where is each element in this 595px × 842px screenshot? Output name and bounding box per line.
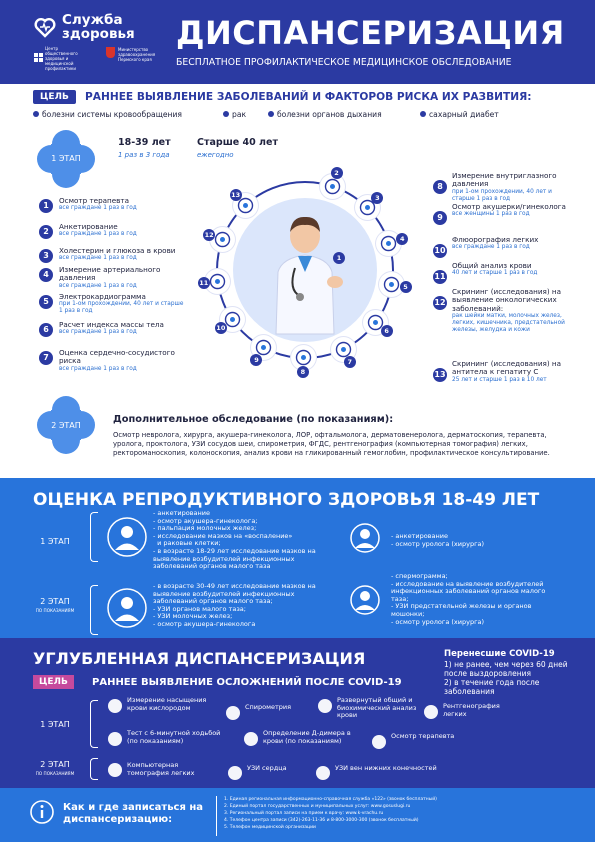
age-group-2-freq: ежегодно	[197, 151, 234, 159]
stage2-title: Дополнительное обследование (по показаниям):	[113, 414, 394, 425]
age-group-2: Старше 40 лет	[197, 137, 278, 148]
bracket-4	[90, 758, 98, 780]
exam-frequency: все граждане 1 раз в год	[59, 205, 137, 212]
covid-stage2-item: Компьютерная томография легких	[127, 761, 195, 777]
disease-3: болезни органов дыхания	[268, 110, 382, 119]
doctor-illustration	[262, 210, 348, 335]
covid-stage2-item: УЗИ вен нижних конечностей	[335, 764, 437, 772]
male-icon	[350, 523, 380, 553]
covid-goal-text: РАННЕЕ ВЫЯВЛЕНИЕ ОСЛОЖНЕНИЙ ПОСЛЕ COVID-19	[92, 677, 402, 688]
bracket-2	[90, 585, 98, 635]
age-group-1-freq: 1 раз в 3 года	[118, 151, 170, 159]
walking-icon	[108, 732, 122, 746]
ring-number: 11	[199, 278, 209, 287]
list-number: 4	[39, 268, 53, 282]
info-icon	[30, 800, 54, 824]
covid-stage2-item: УЗИ сердца	[247, 764, 287, 772]
exam-frequency: все граждане 1 раз в год	[59, 255, 137, 262]
repro-female-stage2: - в возрасте 30-49 лет исследование мазков на выявление возбудителей инфекционных заболеваний органов малого таза; - УЗИ органов малого таза; - УЗИ молочных желез; - осмотр акушера-гинеколога	[153, 582, 316, 628]
exam-frequency: 25 лет и старше 1 раз в 10 лет	[452, 376, 547, 383]
exam-item	[452, 288, 570, 334]
exam-frequency: все граждане 1 раз в год	[452, 244, 530, 251]
ring-number: 4	[396, 233, 408, 245]
exam-frequency: все граждане 1 раз в год	[59, 231, 137, 238]
list-number: 6	[39, 323, 53, 337]
exam-title: Расчет индекса массы тела	[59, 320, 164, 329]
exam-item	[452, 203, 570, 218]
partner2-emblem-icon	[106, 47, 115, 58]
exam-item	[59, 197, 184, 212]
disease-4: сахарный диабет	[420, 110, 499, 119]
covid-transferred-1: 1) не ранее, чем через 60 дней после выздоровления	[444, 660, 568, 678]
ct-scan-icon	[108, 763, 122, 777]
list-number: 12	[433, 296, 447, 310]
list-number: 10	[433, 244, 447, 258]
exam-item	[452, 360, 570, 384]
lab-flask-icon	[244, 732, 258, 746]
exam-item	[452, 262, 570, 277]
list-number: 7	[39, 351, 53, 365]
exam-item	[59, 293, 184, 315]
age-group-1: 18-39 лет	[118, 137, 171, 148]
exam-item	[452, 236, 570, 251]
covid-goal-label: ЦЕЛЬ	[33, 675, 74, 689]
heart-ultrasound-icon	[228, 766, 242, 780]
exam-title: Измерение артериального давления	[59, 265, 161, 283]
exam-item	[59, 247, 184, 262]
reproductive-title: ОЦЕНКА РЕПРОДУКТИВНОГО ЗДОРОВЬЯ 18-49 ЛЕТ	[33, 490, 540, 510]
repro-stage1-label: 1 ЭТАП	[40, 537, 70, 546]
repro-female-stage1: - анкетирование - осмотр акушера-гинеколога; - пальпация молочных желез; - исследование мазков на «воспаление» и раковые клетки; - в возрасте 18-29 лет исследование мазков на выявление возбудителей инфекционных заболеваний органов малого таза	[153, 509, 316, 571]
female-icon	[107, 517, 147, 557]
exam-frequency: все граждане 1 раз в год	[59, 365, 137, 372]
bracket-3	[90, 700, 98, 748]
ring-number: 2	[331, 167, 343, 179]
covid-stage1-item: Определение Д-димера в крови (по показаниям)	[263, 729, 351, 745]
list-number: 9	[433, 211, 447, 225]
exam-frequency: все граждане 1 раз в год	[59, 282, 137, 289]
disease-1: болезни системы кровообращения	[33, 110, 182, 119]
exam-frequency: рак шейки матки, молочных желез, легких, кишечника, предстательной железы, желудка и кожи	[452, 313, 565, 334]
exam-frequency: все женщины 1 раз в год	[452, 211, 530, 218]
ring-number: 8	[297, 366, 309, 378]
covid-stage1-item: Тест с 6-минутной ходьбой (по показаниям)	[127, 729, 221, 745]
ring-number: 12	[204, 231, 214, 240]
exam-item	[59, 321, 184, 336]
ring-number: 13	[231, 191, 241, 200]
page-subtitle: БЕСПЛАТНОЕ ПРОФИЛАКТИЧЕСКОЕ МЕДИЦИНСКОЕ ОБСЛЕДОВАНИЕ	[176, 57, 512, 68]
exam-item	[59, 349, 184, 373]
list-number: 13	[433, 368, 447, 382]
pulse-oximeter-icon	[108, 699, 122, 713]
repro-stage2-sub: ПО ПОКАЗАНИЯМ	[35, 608, 75, 613]
covid-stage2-label: 2 ЭТАП	[40, 760, 70, 769]
footer-line: 3. Региональный портал записи на прием к врачу: www.k-vrachu.ru	[224, 811, 384, 816]
footer-line: 1. Единая региональная информационно-справочная служба «122» (звонок бесплатный)	[224, 797, 437, 802]
repro-stage2-label: 2 ЭТАП	[40, 597, 70, 606]
xray-icon	[424, 705, 438, 719]
page-title: ДИСПАНСЕРИЗАЦИЯ	[176, 14, 565, 52]
footer-text: Как и где записаться на диспансеризацию:	[63, 802, 203, 825]
ring-number: 9	[250, 354, 262, 366]
exam-frequency: при 1-ом прохождении, 40 лет и старше 1 раз в год	[452, 188, 552, 202]
covid-stage1-item: Осмотр терапевта	[391, 732, 455, 740]
list-number: 5	[39, 295, 53, 309]
stage1-badge: 1 ЭТАП	[51, 154, 81, 163]
covid-stage1-item: Спирометрия	[245, 703, 292, 711]
female-icon	[107, 588, 147, 628]
blood-test-icon	[318, 699, 332, 713]
footer-line: 5. Телефон медицинской организации	[224, 825, 316, 830]
exam-item	[59, 266, 184, 290]
repro-male-stage1: - анкетирование - осмотр уролога (хирурга)	[391, 532, 485, 548]
list-number: 1	[39, 199, 53, 213]
exam-title: Флюорография легких	[452, 235, 539, 244]
center-number: 1	[333, 252, 345, 264]
exam-title: Осмотр терапевта	[59, 196, 129, 205]
covid-title: УГЛУБЛЕННАЯ ДИСПАНСЕРИЗАЦИЯ	[33, 649, 366, 668]
exam-item	[59, 223, 184, 238]
list-number: 8	[433, 180, 447, 194]
list-number: 11	[433, 270, 447, 284]
covid-stage1-item: Измерение насыщения крови кислородом	[127, 696, 207, 712]
covid-stage1-item: Рентгенография легких	[443, 702, 500, 718]
exam-title: Электрокардиограмма	[59, 292, 146, 301]
goal-text: РАННЕЕ ВЫЯВЛЕНИЕ ЗАБОЛЕВАНИЙ И ФАКТОРОВ РИСКА ИХ РАЗВИТИЯ:	[85, 91, 532, 103]
stage2-text: Осмотр невролога, хирурга, акушера-гинеколога, ЛОР, офтальмолога, дерматовенеролога, дерматоскопия, терапевта, уролога, проктолога, УЗИ сосудов шеи, спирометрия, ФГДС, рентгенография (компьютерная томография) легких, ректороманоскопия, колоноскопия, анализ крови на гликированный гемоглобин, профилактическое консультирование.	[113, 431, 550, 457]
exam-frequency: все граждане 1 раз в год	[59, 329, 137, 336]
covid-transferred-2: 2) в течение года после заболевания	[444, 678, 540, 696]
bracket-1	[90, 512, 98, 562]
footer-divider	[216, 796, 217, 836]
exam-item	[452, 172, 570, 203]
spirometry-icon	[226, 706, 240, 720]
ring-number: 10	[216, 323, 226, 332]
ring-number: 3	[371, 192, 383, 204]
leg-veins-icon	[316, 766, 330, 780]
stage2-badge: 2 ЭТАП	[51, 421, 81, 430]
exam-title: Скрининг (исследования) на выявление онкологических заболеваний:	[452, 287, 562, 313]
footer-line: 2. Единый портал государственных и муниципальных услуг: www.gosuslugi.ru	[224, 804, 411, 809]
covid-transferred-title: Перенесшие COVID-19	[444, 649, 555, 659]
partner2-text: Министерство здравоохранения Пермского края	[118, 47, 156, 62]
goal-label: ЦЕЛЬ	[33, 90, 76, 104]
repro-male-stage2: - спермограмма; - исследование на выявление возбудителей инфекционных заболеваний органов малого таза; - УЗИ предстательной железы и органов мошонки; - осмотр уролога (хирурга)	[391, 572, 546, 626]
exam-title: Холестерин и глюкоза в крови	[59, 246, 176, 255]
exam-frequency: 40 лет и старше 1 раз в год	[452, 270, 538, 277]
exam-title: Общий анализ крови	[452, 261, 532, 270]
doctor-icon	[372, 735, 386, 749]
male-icon	[350, 585, 380, 615]
partner1-text: Центр общественного здоровья и медицинской профилактики	[45, 46, 78, 71]
ring-number: 5	[400, 281, 412, 293]
exam-title: Оценка сердечно-сосудистого риска	[59, 348, 175, 366]
list-number: 2	[39, 225, 53, 239]
exam-title: Измерение внутриглазного давления	[452, 171, 557, 189]
partner1-logo-icon	[34, 47, 43, 56]
exam-title: Осмотр акушерки/гинеколога	[452, 202, 566, 211]
covid-stage1-label: 1 ЭТАП	[40, 720, 70, 729]
disease-2: рак	[223, 110, 246, 119]
list-number: 3	[39, 249, 53, 263]
ring-number: 6	[381, 325, 393, 337]
footer-line: 4. Телефон центра записи (342)-263-11-36 и 8-800-3000-300 (звонок бесплатный)	[224, 818, 419, 823]
exam-title: Анкетирование	[59, 222, 118, 231]
exam-frequency: при 1-ом прохождении, 40 лет и старше 1 раз в год	[59, 301, 184, 315]
covid-stage1-item: Развернутый общий и биохимический анализ крови	[337, 696, 417, 720]
covid-stage2-sub: ПО ПОКАЗАНИЯМ	[35, 771, 75, 776]
ring-number: 7	[344, 356, 356, 368]
heart-logo-icon	[34, 16, 56, 38]
exam-title: Скрининг (исследования) на антитела к гепатиту С	[452, 359, 562, 377]
logo-text: Служба здоровья	[62, 12, 135, 42]
